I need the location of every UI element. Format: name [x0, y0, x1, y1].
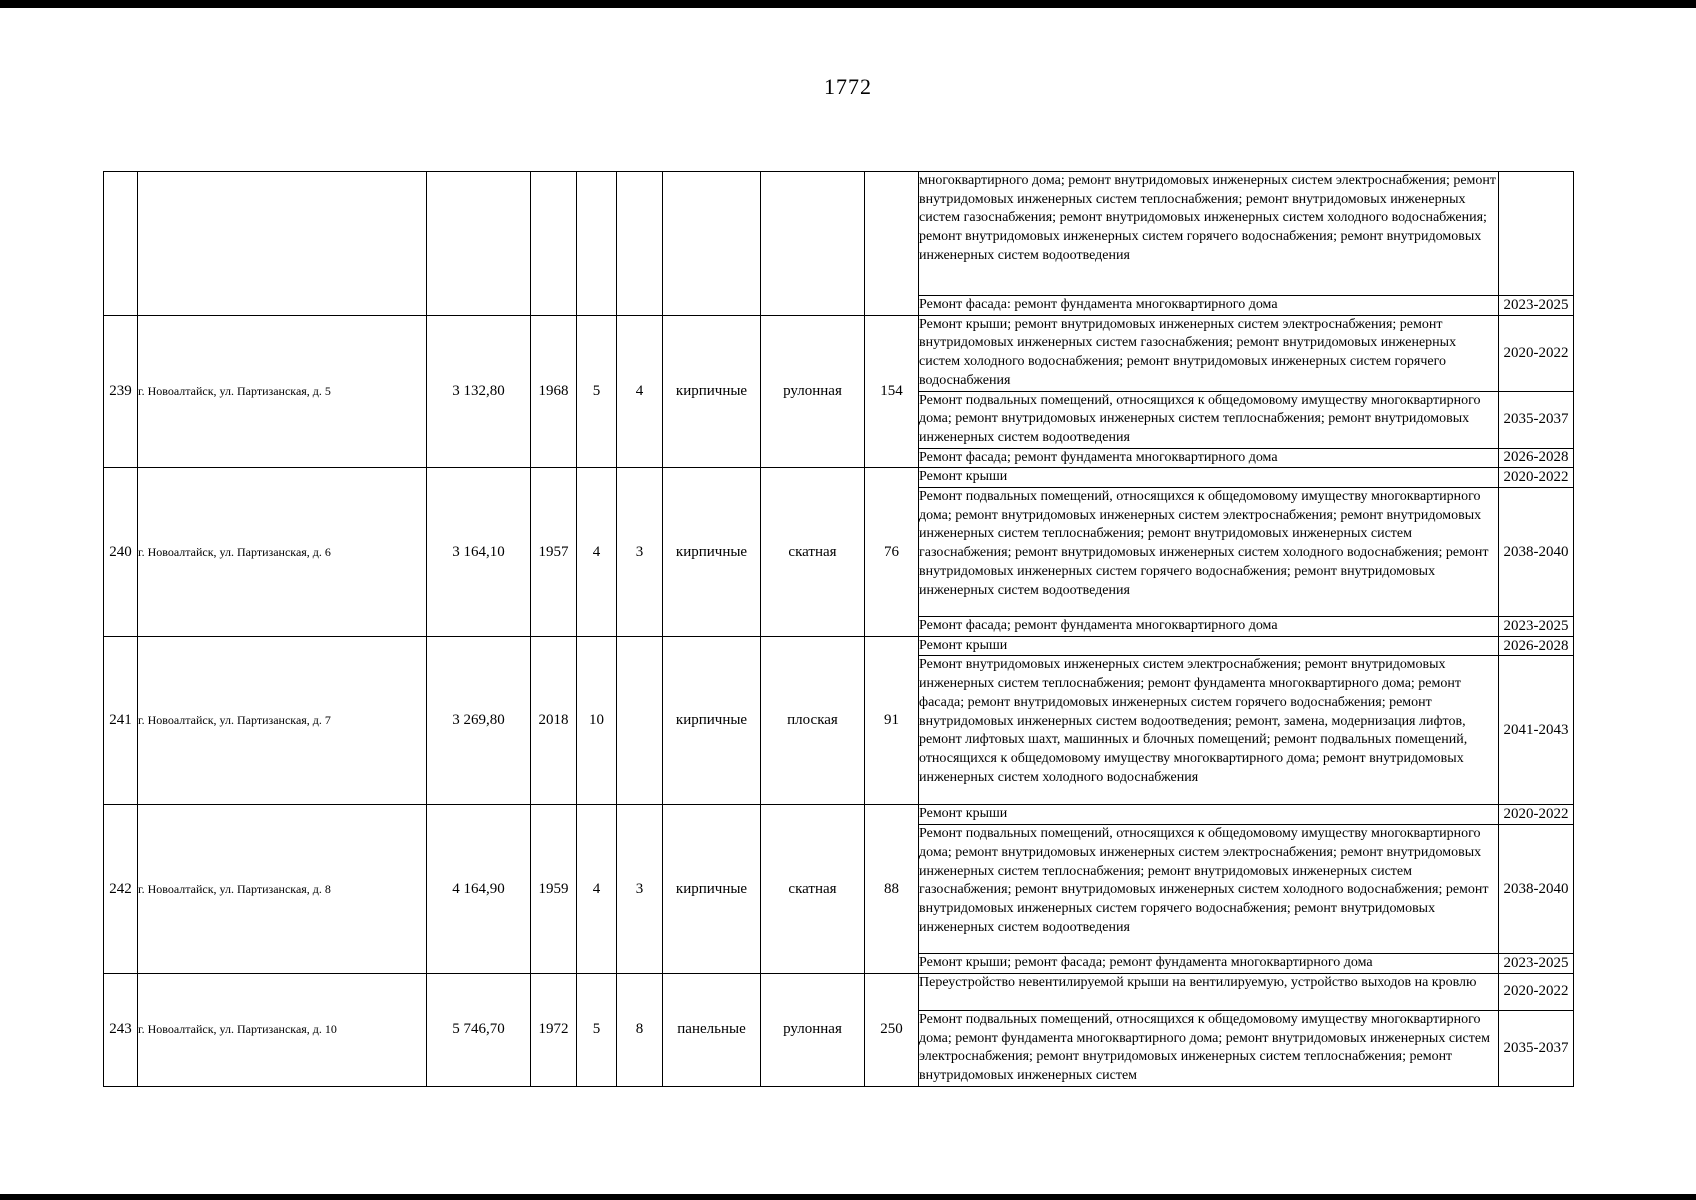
walls-material-cell: кирпичные	[663, 805, 761, 973]
residents-cell: 154	[865, 315, 919, 468]
year-cell	[531, 172, 577, 316]
area-cell	[427, 172, 531, 316]
address-cell: г. Новоалтайск, ул. Партизанская, д. 6	[138, 468, 427, 636]
residents-cell: 91	[865, 636, 919, 805]
works-description-cell: многоквартирного дома; ремонт внутридомовых инженерных систем электроснабжения; ремонт внутридомовых инженерных систем теплоснабжения; ремонт внутридомовых инженерных систем газоснабжения; ремонт внутридомовых инженерных систем холодного водоснабжения; ремонт внутридомовых инженерных систем горячего водоснабжения; ремонт внутридомовых инженерных систем водоотведения	[919, 172, 1499, 296]
area-cell: 3 164,10	[427, 468, 531, 636]
residents-cell	[865, 172, 919, 316]
walls-material-cell: кирпичные	[663, 636, 761, 805]
floors-cell: 5	[577, 315, 617, 468]
period-cell: 2020-2022	[1499, 468, 1574, 488]
works-description-cell: Ремонт подвальных помещений, относящихся к общедомовому имуществу многоквартирного дома; ремонт фундамента многоквартирного дома; ремонт внутридомовых инженерных систем электроснабжения; ремонт внутридомовых инженерных систем теплоснабжения; ремонт внутридомовых инженерных систем	[919, 1010, 1499, 1086]
works-description-cell: Ремонт крыши	[919, 468, 1499, 488]
works-description-cell: Переустройство невентилируемой крыши на вентилируемую, устройство выходов на кровлю	[919, 973, 1499, 1010]
roof-type-cell: скатная	[761, 468, 865, 636]
floors-cell: 4	[577, 468, 617, 636]
area-cell: 5 746,70	[427, 973, 531, 1086]
period-cell: 2023-2025	[1499, 617, 1574, 637]
roof-type-cell: рулонная	[761, 315, 865, 468]
floors-cell	[577, 172, 617, 316]
row-number: 243	[104, 973, 138, 1086]
scan-edge-bottom	[0, 1194, 1696, 1200]
works-description-cell: Ремонт крыши; ремонт внутридомовых инженерных систем электроснабжения; ремонт внутридомовых инженерных систем газоснабжения; ремонт внутридомовых инженерных систем холодного водоснабжения; ремонт внутридомовых инженерных систем горячего водоснабжения	[919, 315, 1499, 391]
address-cell: г. Новоалтайск, ул. Партизанская, д. 8	[138, 805, 427, 973]
works-description-cell: Ремонт подвальных помещений, относящихся к общедомовому имуществу многоквартирного дома; ремонт внутридомовых инженерных систем электроснабжения; ремонт внутридомовых инженерных систем теплоснабжения; ремонт внутридомовых инженерных систем газоснабжения; ремонт внутридомовых инженерных систем холодного водоснабжения; ремонт внутридомовых инженерных систем горячего водоснабжения; ремонт внутридомовых инженерных систем водоотведения	[919, 488, 1499, 617]
works-description-cell: Ремонт фасада; ремонт фундамента многоквартирного дома	[919, 617, 1499, 637]
entrances-cell: 4	[617, 315, 663, 468]
floors-cell: 10	[577, 636, 617, 805]
period-cell	[1499, 172, 1574, 296]
period-cell: 2026-2028	[1499, 448, 1574, 468]
works-description-cell: Ремонт подвальных помещений, относящихся к общедомовому имуществу многоквартирного дома; ремонт внутридомовых инженерных систем теплоснабжения; ремонт внутридомовых инженерных систем водоотведения	[919, 391, 1499, 448]
row-number	[104, 172, 138, 316]
works-description-cell: Ремонт крыши; ремонт фасада; ремонт фундамента многоквартирного дома	[919, 954, 1499, 974]
year-cell: 1968	[531, 315, 577, 468]
period-cell: 2020-2022	[1499, 805, 1574, 825]
works-description-cell: Ремонт фасада: ремонт фундамента многоквартирного дома	[919, 296, 1499, 316]
table-row	[104, 973, 1574, 1010]
residents-cell: 76	[865, 468, 919, 636]
year-cell: 2018	[531, 636, 577, 805]
walls-material-cell: панельные	[663, 973, 761, 1086]
address-cell: г. Новоалтайск, ул. Партизанская, д. 5	[138, 315, 427, 468]
row-number: 242	[104, 805, 138, 973]
housing-repair-table	[103, 171, 1574, 1087]
period-cell: 2041-2043	[1499, 656, 1574, 805]
entrances-cell: 3	[617, 805, 663, 973]
table-row	[104, 468, 1574, 488]
roof-type-cell: рулонная	[761, 973, 865, 1086]
entrances-cell: 3	[617, 468, 663, 636]
floors-cell: 5	[577, 973, 617, 1086]
walls-material-cell: кирпичные	[663, 468, 761, 636]
year-cell: 1957	[531, 468, 577, 636]
scan-edge-top	[0, 0, 1696, 8]
area-cell: 3 269,80	[427, 636, 531, 805]
address-cell: г. Новоалтайск, ул. Партизанская, д. 7	[138, 636, 427, 805]
entrances-cell: 8	[617, 973, 663, 1086]
period-cell: 2035-2037	[1499, 1010, 1574, 1086]
table-row	[104, 315, 1574, 391]
period-cell: 2026-2028	[1499, 636, 1574, 656]
address-cell: г. Новоалтайск, ул. Партизанская, д. 10	[138, 973, 427, 1086]
table-row	[104, 636, 1574, 656]
row-number: 239	[104, 315, 138, 468]
works-description-cell: Ремонт крыши	[919, 805, 1499, 825]
year-cell: 1972	[531, 973, 577, 1086]
works-description-cell: Ремонт подвальных помещений, относящихся к общедомовому имуществу многоквартирного дома; ремонт внутридомовых инженерных систем электроснабжения; ремонт внутридомовых инженерных систем теплоснабжения; ремонт внутридомовых инженерных систем газоснабжения; ремонт внутридомовых инженерных систем холодного водоснабжения; ремонт внутридомовых инженерных систем горячего водоснабжения; ремонт внутридомовых инженерных систем водоотведения	[919, 825, 1499, 954]
walls-material-cell	[663, 172, 761, 316]
period-cell: 2020-2022	[1499, 973, 1574, 1010]
area-cell: 3 132,80	[427, 315, 531, 468]
roof-type-cell: скатная	[761, 805, 865, 973]
period-cell: 2035-2037	[1499, 391, 1574, 448]
table-row	[104, 172, 1574, 296]
works-description-cell: Ремонт фасада; ремонт фундамента многоквартирного дома	[919, 448, 1499, 468]
address-cell	[138, 172, 427, 316]
area-cell: 4 164,90	[427, 805, 531, 973]
works-description-cell: Ремонт внутридомовых инженерных систем электроснабжения; ремонт внутридомовых инженерных систем теплоснабжения; ремонт фундамента многоквартирного дома; ремонт фасада; ремонт внутридомовых инженерных систем горячего водоснабжения; ремонт внутридомовых инженерных систем водоотведения; ремонт, замена, модернизация лифтов, ремонт лифтовых шахт, машинных и блочных помещений; ремонт подвальных помещений, относящихся к общедомовому имуществу многоквартирного дома; ремонт внутридомовых инженерных систем холодного водоснабжения	[919, 656, 1499, 805]
table-row	[104, 805, 1574, 825]
period-cell: 2038-2040	[1499, 825, 1574, 954]
walls-material-cell: кирпичные	[663, 315, 761, 468]
period-cell: 2038-2040	[1499, 488, 1574, 617]
works-description-cell: Ремонт крыши	[919, 636, 1499, 656]
residents-cell: 88	[865, 805, 919, 973]
entrances-cell	[617, 172, 663, 316]
row-number: 241	[104, 636, 138, 805]
row-number: 240	[104, 468, 138, 636]
period-cell: 2023-2025	[1499, 954, 1574, 974]
roof-type-cell: плоская	[761, 636, 865, 805]
period-cell: 2020-2022	[1499, 315, 1574, 391]
period-cell: 2023-2025	[1499, 296, 1574, 316]
year-cell: 1959	[531, 805, 577, 973]
entrances-cell	[617, 636, 663, 805]
floors-cell: 4	[577, 805, 617, 973]
page-number: 1772	[824, 74, 872, 99]
residents-cell: 250	[865, 973, 919, 1086]
roof-type-cell	[761, 172, 865, 316]
